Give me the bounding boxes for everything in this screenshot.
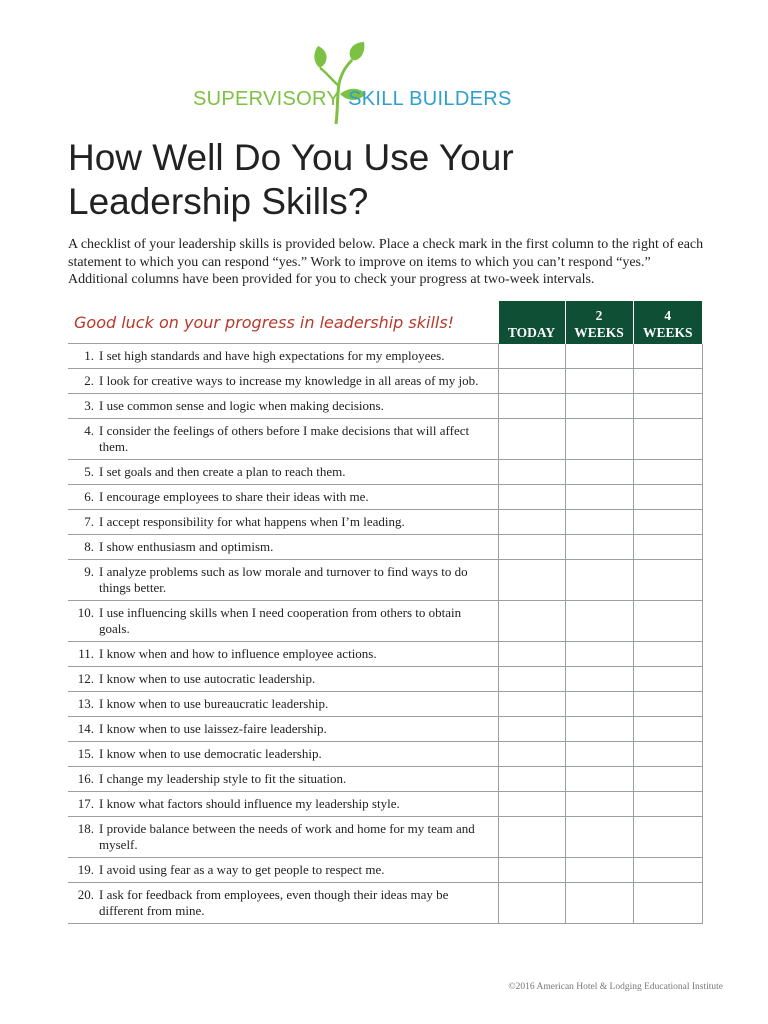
checkbox-2-weeks[interactable] (565, 460, 633, 485)
checkbox-today[interactable] (498, 817, 565, 858)
item-text: I ask for feedback from employees, even though their ideas may be different from mine. (99, 886, 449, 918)
checkbox-2-weeks[interactable] (565, 344, 633, 369)
checkbox-2-weeks[interactable] (565, 535, 633, 560)
item-text: I accept responsibility for what happens when I’m leading. (99, 513, 405, 529)
checkbox-2-weeks[interactable] (565, 419, 633, 460)
logo-word-skill-builders: SKILL BUILDERS (348, 88, 512, 110)
table-row (68, 535, 702, 560)
table-row (68, 344, 702, 369)
checkbox-4-weeks[interactable] (633, 767, 702, 792)
checkbox-4-weeks[interactable] (633, 485, 702, 510)
checkbox-today[interactable] (498, 742, 565, 767)
item-number: 16. (77, 770, 94, 786)
item-text: I know when to use laissez-faire leadership. (99, 720, 327, 736)
item-number: 20. (77, 886, 94, 902)
item-text: I know when to use autocratic leadership. (99, 670, 316, 686)
checkbox-2-weeks[interactable] (565, 369, 633, 394)
table-row (68, 767, 702, 792)
table-row (68, 419, 702, 460)
item-number: 13. (77, 695, 94, 711)
table-row (68, 717, 702, 742)
checkbox-4-weeks[interactable] (633, 344, 702, 369)
column-header-line2: TODAY (507, 324, 556, 340)
checkbox-2-weeks[interactable] (565, 692, 633, 717)
checkbox-4-weeks[interactable] (633, 642, 702, 667)
checkbox-4-weeks[interactable] (633, 535, 702, 560)
checkbox-2-weeks[interactable] (565, 883, 633, 924)
checkbox-today[interactable] (498, 419, 565, 460)
item-text: I know what factors should influence my leadership style. (99, 795, 400, 811)
page-title: How Well Do You Use Your Leadership Skills? (68, 137, 514, 222)
checkbox-2-weeks[interactable] (565, 642, 633, 667)
table-row (68, 692, 702, 717)
table-row (68, 817, 702, 858)
checkbox-today[interactable] (498, 717, 565, 742)
item-text: I set goals and then create a plan to reach them. (99, 463, 346, 479)
item-number: 7. (84, 513, 94, 529)
checkbox-4-weeks[interactable] (633, 560, 702, 601)
column-header-line2: WEEKS (574, 324, 624, 340)
checkbox-today[interactable] (498, 560, 565, 601)
item-number: 4. (84, 422, 94, 438)
column-header-4-weeks (633, 301, 702, 344)
item-text: I know when and how to influence employee actions. (99, 645, 377, 661)
checkbox-today[interactable] (498, 767, 565, 792)
item-number: 14. (77, 720, 94, 736)
checkbox-4-weeks[interactable] (633, 369, 702, 394)
item-number: 8. (84, 538, 94, 554)
checkbox-2-weeks[interactable] (565, 792, 633, 817)
checkbox-today[interactable] (498, 858, 565, 883)
checkbox-today[interactable] (498, 667, 565, 692)
item-text: I use influencing skills when I need cooperation from others to obtain goals. (99, 604, 462, 636)
item-number: 3. (84, 397, 94, 413)
checkbox-4-weeks[interactable] (633, 419, 702, 460)
checkbox-4-weeks[interactable] (633, 792, 702, 817)
item-number: 9. (84, 563, 94, 579)
column-header-line2: WEEKS (642, 324, 693, 340)
table-row (68, 883, 702, 924)
item-number: 5. (84, 463, 94, 479)
checkbox-today[interactable] (498, 535, 565, 560)
item-text: I know when to use democratic leadership. (99, 745, 322, 761)
table-row (68, 792, 702, 817)
checkbox-2-weeks[interactable] (565, 742, 633, 767)
item-number: 18. (77, 820, 94, 836)
leaf-sprout-icon (310, 40, 370, 126)
checkbox-2-weeks[interactable] (565, 601, 633, 642)
checkbox-4-weeks[interactable] (633, 817, 702, 858)
checkbox-2-weeks[interactable] (565, 560, 633, 601)
column-header-line1: 4 (664, 307, 672, 323)
table-row (68, 485, 702, 510)
checkbox-4-weeks[interactable] (633, 460, 702, 485)
table-row (68, 642, 702, 667)
table-row (68, 560, 702, 601)
checkbox-2-weeks[interactable] (565, 858, 633, 883)
checkbox-4-weeks[interactable] (633, 717, 702, 742)
checkbox-4-weeks[interactable] (633, 742, 702, 767)
checkbox-today[interactable] (498, 344, 565, 369)
item-number: 15. (77, 745, 94, 761)
table-row (68, 510, 702, 535)
item-text: I know when to use bureaucratic leadership. (99, 695, 329, 711)
table-row (68, 858, 702, 883)
item-text: I set high standards and have high expectations for my employees. (99, 347, 445, 363)
copyright-notice: ©2016 American Hotel & Lodging Educational Institute (508, 982, 723, 992)
table-banner: Good luck on your progress in leadership skills! (68, 301, 498, 344)
checkbox-today[interactable] (498, 485, 565, 510)
checkbox-2-weeks[interactable] (565, 817, 633, 858)
item-number: 2. (84, 372, 94, 388)
item-number: 12. (77, 670, 94, 686)
table-row (68, 394, 702, 419)
table-row (68, 601, 702, 642)
checkbox-4-weeks[interactable] (633, 858, 702, 883)
item-text: I analyze problems such as low morale and turnover to find ways to do things better. (99, 563, 468, 595)
column-header-2-weeks (565, 301, 633, 344)
item-number: 1. (84, 347, 94, 363)
item-text: I avoid using fear as a way to get people to respect me. (99, 861, 385, 877)
item-text: I use common sense and logic when making decisions. (99, 397, 384, 413)
item-number: 19. (77, 861, 94, 877)
item-text: I change my leadership style to fit the situation. (99, 770, 347, 786)
checkbox-today[interactable] (498, 692, 565, 717)
checkbox-4-weeks[interactable] (633, 394, 702, 419)
item-number: 11. (78, 645, 94, 661)
item-number: 10. (77, 604, 94, 620)
logo (188, 40, 548, 122)
checkbox-2-weeks[interactable] (565, 510, 633, 535)
checkbox-2-weeks[interactable] (565, 767, 633, 792)
checkbox-4-weeks[interactable] (633, 883, 702, 924)
checkbox-2-weeks[interactable] (565, 485, 633, 510)
intro-paragraph: A checklist of your leadership skills is provided below. Place a check mark in the first column to the right of each statement to which you can respond “yes.” Work to improve on items to which you can’t respond “yes.” Additional columns have been provided for you to check your progress at two-week intervals. (68, 237, 704, 287)
checkbox-today[interactable] (498, 394, 565, 419)
item-number: 17. (77, 795, 94, 811)
table-row (68, 742, 702, 767)
checkbox-4-weeks[interactable] (633, 601, 702, 642)
checkbox-today[interactable] (498, 883, 565, 924)
item-text: I look for creative ways to increase my knowledge in all areas of my job. (99, 372, 479, 388)
checkbox-today[interactable] (498, 369, 565, 394)
table-row (68, 460, 702, 485)
checkbox-2-weeks[interactable] (565, 667, 633, 692)
leadership-checklist-table (68, 301, 703, 924)
item-text: I encourage employees to share their ideas with me. (99, 488, 369, 504)
checkbox-4-weeks[interactable] (633, 667, 702, 692)
checkbox-today[interactable] (498, 601, 565, 642)
checkbox-today[interactable] (498, 460, 565, 485)
item-text: I provide balance between the needs of work and home for my team and myself. (99, 820, 475, 852)
item-number: 6. (84, 488, 94, 504)
table-row (68, 369, 702, 394)
logo-word-supervisory: SUPERVISORY (193, 88, 341, 110)
item-text: I consider the feelings of others before I make decisions that will affect them. (99, 422, 470, 454)
checkbox-2-weeks[interactable] (565, 717, 633, 742)
checkbox-today[interactable] (498, 642, 565, 667)
checkbox-today[interactable] (498, 792, 565, 817)
checkbox-4-weeks[interactable] (633, 510, 702, 535)
checkbox-4-weeks[interactable] (633, 692, 702, 717)
table-row (68, 667, 702, 692)
item-text: I show enthusiasm and optimism. (99, 538, 274, 554)
checkbox-today[interactable] (498, 510, 565, 535)
column-header-today (498, 301, 565, 344)
checkbox-2-weeks[interactable] (565, 394, 633, 419)
column-header-line1: 2 (595, 307, 603, 323)
